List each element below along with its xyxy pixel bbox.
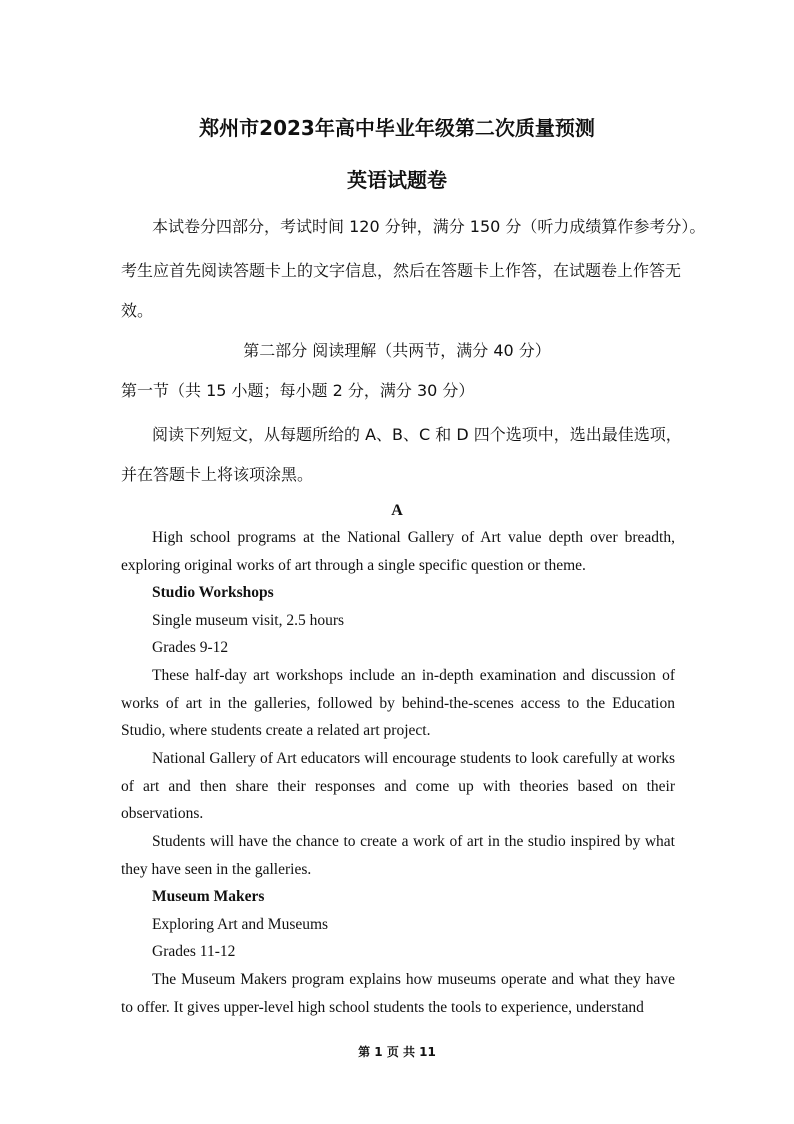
instructions-line-1: 本试卷分四部分，考试时间 120 分钟，满分 150 分（听力成绩算作参考分）。: [152, 217, 706, 236]
section-heading: 第一节（共 15 小题；每小题 2 分，满分 30 分）: [121, 381, 475, 400]
museum-makers-heading: Museum Makers: [152, 888, 265, 905]
studio-visit-length: Single museum visit, 2.5 hours: [152, 612, 345, 629]
passage-label: A: [391, 502, 403, 519]
studio-paragraph-3: Students will have the chance to create a work of art in the studio inspired by what they have seen in the galleries.: [121, 833, 675, 878]
studio-grades: Grades 9-12: [152, 639, 229, 656]
exam-subtitle: 英语试题卷: [347, 168, 447, 192]
exam-title: 郑州市2023年高中毕业年级第二次质量预测: [199, 116, 595, 140]
directions-line-1: 阅读下列短文，从每题所给的 A、B、C 和 D 四个选项中，选出最佳选项，: [152, 425, 682, 444]
makers-subtitle: Exploring Art and Museums: [152, 916, 329, 933]
passage-intro: High school programs at the National Gallery of Art value depth over breadth, exploring original works of art through a single specific question or theme.: [121, 529, 675, 574]
page-number-footer: 第 1 页 共 11: [358, 1045, 436, 1059]
makers-paragraph-1: The Museum Makers program explains how museums operate and what they have to offer. It gives upper-level high school students the tools to experience, understand: [121, 971, 675, 1016]
instructions-line-3: 效。: [121, 301, 154, 320]
instructions-line-2: 考生应首先阅读答题卡上的文字信息，然后在答题卡上作答，在试题卷上作答无: [121, 261, 682, 280]
directions-line-2: 并在答题卡上将该项涂黑。: [121, 465, 314, 484]
studio-paragraph-1: These half-day art workshops include an in-depth examination and discussion of works of art in the galleries, followed by behind-the-scenes access to the Education Studio, where students create a related art project.: [121, 667, 675, 739]
part-heading: 第二部分 阅读理解（共两节，满分 40 分）: [243, 341, 551, 360]
studio-paragraph-2: National Gallery of Art educators will encourage students to look carefully at works of art and then share their responses and come up with theories based on their observations.: [121, 750, 675, 822]
makers-grades: Grades 11-12: [152, 943, 236, 960]
studio-workshops-heading: Studio Workshops: [152, 584, 274, 601]
